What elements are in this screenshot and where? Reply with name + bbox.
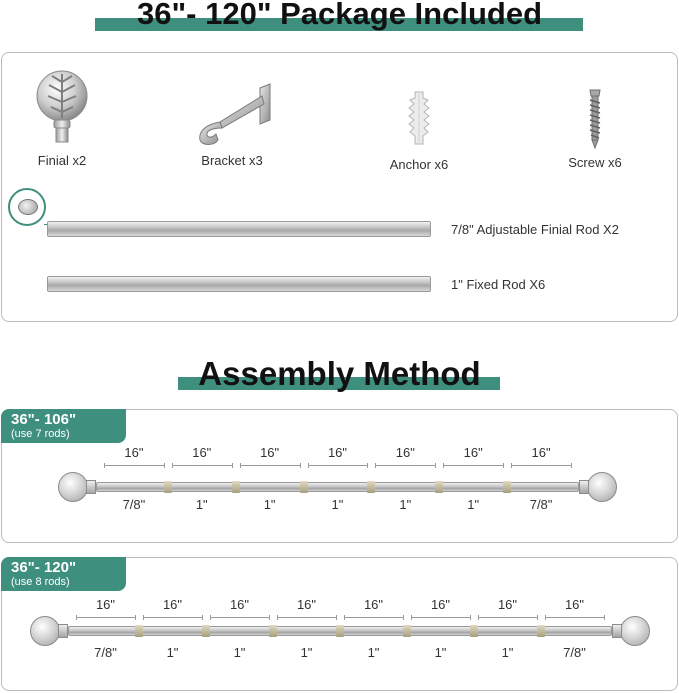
- segment-length-label: 16": [564, 597, 585, 612]
- dimension-line: [143, 617, 202, 618]
- fixed-rod-label: 1" Fixed Rod X6: [451, 277, 546, 292]
- segment-length-label: 16": [363, 597, 384, 612]
- dimension-tick: [503, 463, 504, 468]
- assembly-header: [0, 354, 679, 394]
- finial-icon: [620, 616, 650, 646]
- part-label-screw: Screw x6: [568, 155, 622, 170]
- finial-icon: [30, 616, 60, 646]
- config-range: 36"- 106": [11, 411, 77, 428]
- part-label-anchor: Anchor x6: [389, 157, 449, 172]
- part-anchor: [359, 88, 479, 172]
- rod-joint: [367, 481, 375, 493]
- segment-length-label: 16": [229, 597, 250, 612]
- dimension-line: [511, 465, 571, 466]
- dimension-tick: [210, 615, 211, 620]
- rod-size-label: 1": [467, 497, 480, 512]
- dimension-tick: [511, 463, 512, 468]
- rod-joint: [503, 481, 511, 493]
- dimension-tick: [571, 463, 572, 468]
- rod-size-label: 1": [434, 645, 447, 660]
- dimension-tick: [367, 463, 368, 468]
- dimension-tick: [232, 463, 233, 468]
- finial-neck: [612, 624, 622, 638]
- finial-neck: [579, 480, 589, 494]
- dimension-tick: [545, 615, 546, 620]
- dimension-tick: [411, 615, 412, 620]
- adjustable-rod-label: 7/8" Adjustable Finial Rod X2: [451, 222, 619, 237]
- rod-size-label: 7/8": [529, 497, 553, 512]
- dimension-tick: [470, 615, 471, 620]
- dimension-tick: [604, 615, 605, 620]
- segment-length-label: 16": [327, 445, 348, 460]
- dimension-tick: [375, 463, 376, 468]
- dimension-tick: [435, 463, 436, 468]
- dimension-line: [545, 617, 604, 618]
- part-label-bracket: Bracket x3: [201, 153, 263, 168]
- anchor-icon: [401, 88, 437, 148]
- rod-size-label: 7/8": [122, 497, 146, 512]
- dimension-line: [76, 617, 135, 618]
- dimension-tick: [537, 615, 538, 620]
- dimension-line: [443, 465, 503, 466]
- rod-size-label: 1": [300, 645, 313, 660]
- rod-joint: [269, 625, 277, 637]
- dimension-line: [240, 465, 300, 466]
- rod-joint: [435, 481, 443, 493]
- dimension-line: [210, 617, 269, 618]
- dimension-tick: [202, 615, 203, 620]
- rod-size-label: 1": [263, 497, 276, 512]
- dimension-line: [478, 617, 537, 618]
- segment-length-label: 16": [395, 445, 415, 460]
- rod-joint: [300, 481, 308, 493]
- bracket-icon: [190, 82, 274, 148]
- rod-joint: [537, 625, 545, 637]
- rod-joint: [403, 625, 411, 637]
- segment-length-label: 16": [296, 597, 317, 612]
- dimension-line: [344, 617, 403, 618]
- finial-icon: [32, 66, 92, 148]
- segment-length-label: 16": [531, 445, 551, 460]
- rod-size-label: 7/8": [94, 645, 117, 660]
- config-rod-count: (use 8 rods): [11, 576, 70, 588]
- segment-length-label: 16": [192, 445, 212, 460]
- config-range: 36"- 120": [11, 559, 77, 576]
- rod-joint: [202, 625, 210, 637]
- segment-length-label: 16": [430, 597, 451, 612]
- dimension-tick: [300, 463, 301, 468]
- rod-joint: [336, 625, 344, 637]
- dimension-tick: [344, 615, 345, 620]
- rod-size-label: 1": [195, 497, 208, 512]
- package-header: [0, 0, 679, 34]
- dimension-tick: [443, 463, 444, 468]
- part-screw: [535, 88, 655, 170]
- fixed-rod-image: [47, 276, 431, 292]
- rod-size-label: 1": [331, 497, 344, 512]
- rod-joint: [232, 481, 240, 493]
- dimension-tick: [308, 463, 309, 468]
- dimension-tick: [143, 615, 144, 620]
- part-finial: [2, 66, 122, 168]
- segment-length-label: 16": [497, 597, 518, 612]
- config-rod-count: (use 7 rods): [11, 428, 70, 440]
- rod-size-label: 1": [399, 497, 412, 512]
- dimension-line: [172, 465, 232, 466]
- finial-icon: [587, 472, 617, 502]
- dimension-line: [104, 465, 164, 466]
- assembly-title: Assembly Method: [198, 355, 481, 392]
- rod-size-label: 1": [233, 645, 246, 660]
- dimension-line: [308, 465, 368, 466]
- dimension-tick: [135, 615, 136, 620]
- finial-neck: [86, 480, 96, 494]
- dimension-tick: [277, 615, 278, 620]
- dimension-line: [375, 465, 435, 466]
- dimension-tick: [172, 463, 173, 468]
- rod-size-label: 1": [367, 645, 380, 660]
- config-tag-8-rods: [1, 557, 126, 591]
- finial-icon: [58, 472, 88, 502]
- part-label-finial: Finial x2: [37, 153, 87, 168]
- rod-size-label: 1": [166, 645, 179, 660]
- dimension-tick: [76, 615, 77, 620]
- segment-length-label: 16": [124, 445, 144, 460]
- part-bracket: [172, 82, 292, 168]
- segment-length-label: 16": [95, 597, 116, 612]
- rod-size-label: 7/8": [563, 645, 586, 660]
- rod-size-label: 1": [501, 645, 514, 660]
- dimension-tick: [240, 463, 241, 468]
- dimension-tick: [269, 615, 270, 620]
- rod-end-icon: [18, 199, 38, 215]
- dimension-line: [411, 617, 470, 618]
- finial-neck: [58, 624, 68, 638]
- dimension-tick: [104, 463, 105, 468]
- rod-joint: [164, 481, 172, 493]
- segment-length-label: 16": [463, 445, 483, 460]
- dimension-tick: [403, 615, 404, 620]
- dimension-tick: [478, 615, 479, 620]
- segment-length-label: 16": [162, 597, 183, 612]
- rod-joint: [135, 625, 143, 637]
- rod-joint: [470, 625, 478, 637]
- package-title: 36"- 120" Package Included: [136, 0, 543, 31]
- dimension-tick: [336, 615, 337, 620]
- screw-icon: [583, 88, 607, 150]
- rod-end-callout: [8, 188, 46, 226]
- dimension-line: [277, 617, 336, 618]
- segment-length-label: 16": [260, 445, 280, 460]
- dimension-tick: [164, 463, 165, 468]
- config-tag-7-rods: [1, 409, 126, 443]
- adjustable-rod-image: [47, 221, 431, 237]
